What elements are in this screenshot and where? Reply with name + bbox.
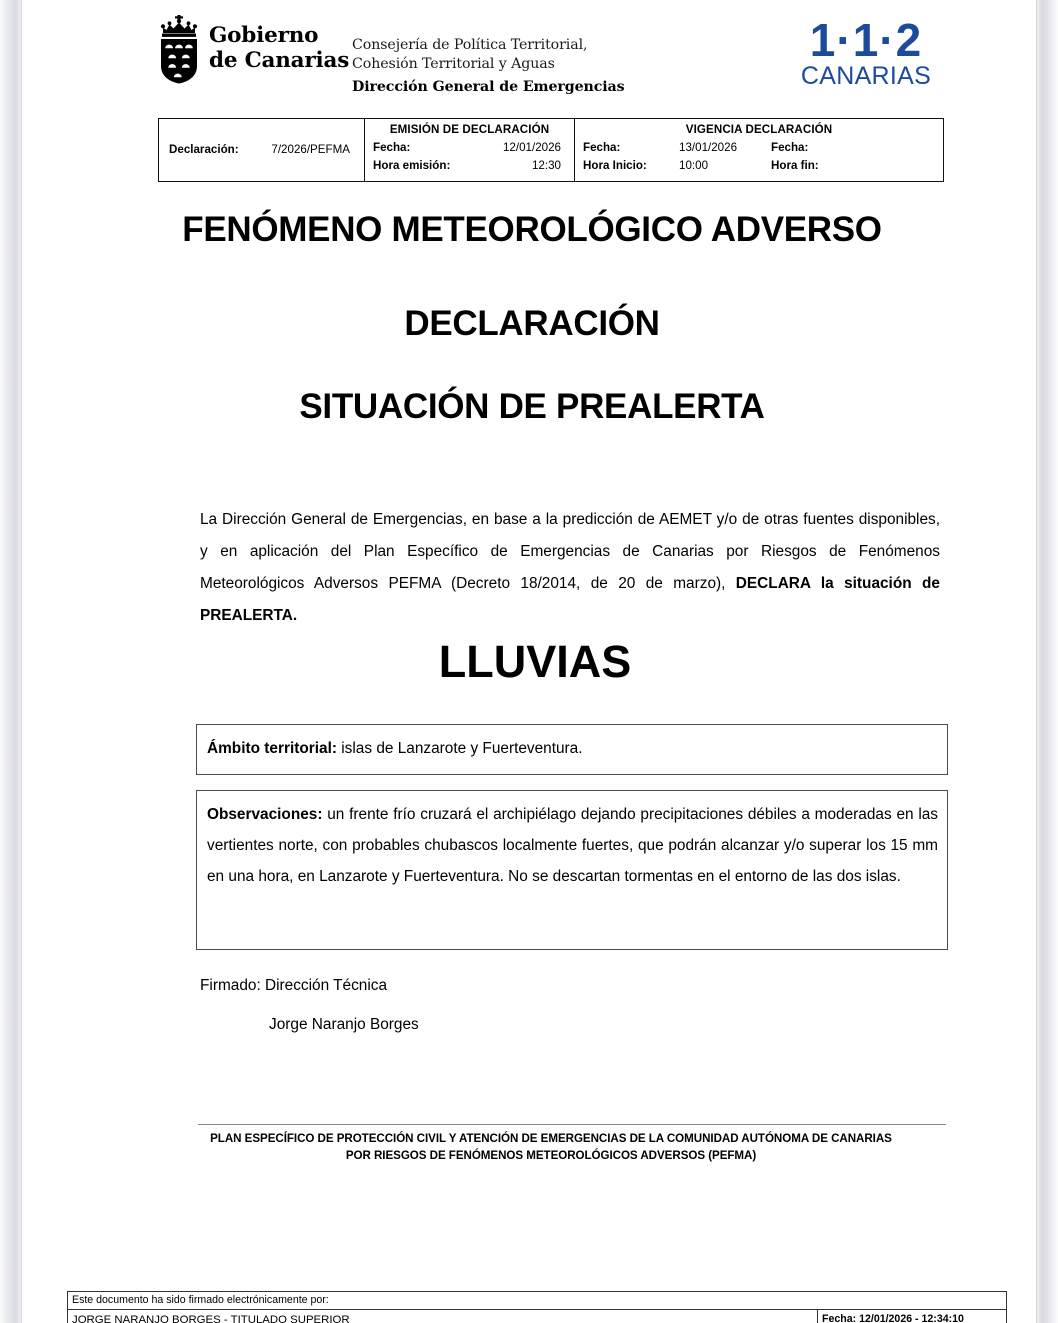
declaration-info-table [158,118,944,182]
declaracion-value: 7/2026/PEFMA [271,143,350,157]
gobierno-de-canarias-logo [156,14,349,84]
emision-hora-value: 12:30 [531,158,561,172]
document-header [22,0,1036,110]
emision-fecha-row [373,139,566,157]
vigencia-hora-inicio-label: Hora Inicio: [583,158,647,172]
vigencia-hora-fin-label: Hora fin: [771,158,819,172]
emision-hora-row [373,157,566,175]
observaciones-value: un frente frío cruzará el archipiélago dejando precipitaciones débiles a moderadas en las vertientes norte, con probables chubascos localmente fuertes, que podrán alcanzar y/o superar los 15 mm en una hora, en Lanzarote y Fuerteventura. No se descartan tormentas en el entorno de las dos islas. [207,806,938,885]
direccion-general-emergencias-label: Dirección General de Emergencias [352,79,625,95]
vigencia-fecha-fin-label: Fecha: [771,140,809,154]
declaration-number-cell [159,119,365,181]
vigencia-fecha-row [583,139,935,157]
gobierno-line1: Gobierno [209,23,319,49]
page-title: FENÓMENO METEOROLÓGICO ADVERSO [182,210,882,249]
footer-divider [198,1124,946,1125]
electronic-signature-block [67,1291,1007,1323]
footer-plan-text [158,1131,944,1165]
vigencia-hora-inicio-value: 10:00 [679,158,709,172]
title-situacion-prealerta: SITUACIÓN DE PREALERTA [299,387,765,426]
vigencia-hora-row [583,157,935,175]
gobierno-line2: de Canarias [209,48,350,73]
emision-fecha-label: Fecha: [373,140,411,154]
signer-name: Jorge Naranjo Borges [269,1016,419,1033]
firmado-label: Firmado: Dirección Técnica [200,977,388,994]
logo-112-canarias [786,14,946,91]
declaration-paragraph-text: La Dirección General de Emergencias, en base a la predicción de AEMET y/o de otras fuentes disponibles, y en aplicación del Plan Específico de Emergencias de Canarias por Riesgos de Fenómenos Meteorológicos Adversos PEFMA (Decreto 18/2014, de 20 de marzo), [200,511,940,593]
consejeria-line1: Consejería de Política Territorial, [352,37,588,53]
phenomenon-heading: LLUVIAS [438,636,632,687]
vigencia-fecha-fin-value [808,139,900,157]
vigencia-header: VIGENCIA DECLARACIÓN [685,123,833,136]
consejeria-line2: Cohesión Territorial y Aguas [352,55,555,72]
logo-112-number: 1·1·2 [809,14,923,66]
electronic-signature-details-row [68,1310,1006,1323]
electronic-signature-date: Fecha: 12/01/2026 - 12:34:10 [817,1310,1006,1323]
emision-fecha-value: 12/01/2026 [502,140,561,154]
declaracion-label: Declaración: [169,143,239,157]
vigencia-hora-fin-value [819,157,911,175]
document-page [22,0,1036,1323]
observaciones-box [196,790,948,950]
electronic-signature-signer: JORGE NARANJO BORGES - TITULADO SUPERIOR [72,1314,350,1323]
vigencia-cell [575,119,943,181]
emision-header: EMISIÓN DE DECLARACIÓN [389,123,550,136]
logo-112-subtitle: CANARIAS [800,62,932,91]
consejeria-block [352,36,587,73]
gobierno-de-canarias-wordmark [209,24,349,74]
page-left-margin-shade [0,0,22,1323]
emision-cell [365,119,575,181]
declaration-paragraph-emphasis: DECLARA la situación de PREALERTA. [200,575,940,625]
electronic-signature-intro: Este documento ha sido firmado electrónicamente por: [68,1292,1006,1310]
title-declaracion: DECLARACIÓN [404,304,660,343]
ambito-territorial-label: Ámbito territorial: [207,740,337,757]
declaration-paragraph [200,504,940,632]
ambito-territorial-value: islas de Lanzarote y Fuerteventura. [336,740,583,757]
vigencia-fecha-value: 13/01/2026 [679,140,738,154]
vigencia-fecha-label: Fecha: [583,140,621,154]
observaciones-label: Observaciones: [207,806,323,823]
emision-hora-label: Hora emisión: [373,158,451,172]
document-title-block [22,212,1036,427]
ambito-territorial-box [196,724,948,775]
footer-line2: POR RIESGOS DE FENÓMENOS METEOROLÓGICOS ADVERSOS (PEFMA) [345,1148,757,1162]
canary-islands-coat-of-arms-icon [156,14,202,84]
footer-line1: PLAN ESPECÍFICO DE PROTECCIÓN CIVIL Y ATENCIÓN DE EMERGENCIAS DE LA COMUNIDAD AUTÓNOMA DE CANARIAS [210,1132,892,1145]
